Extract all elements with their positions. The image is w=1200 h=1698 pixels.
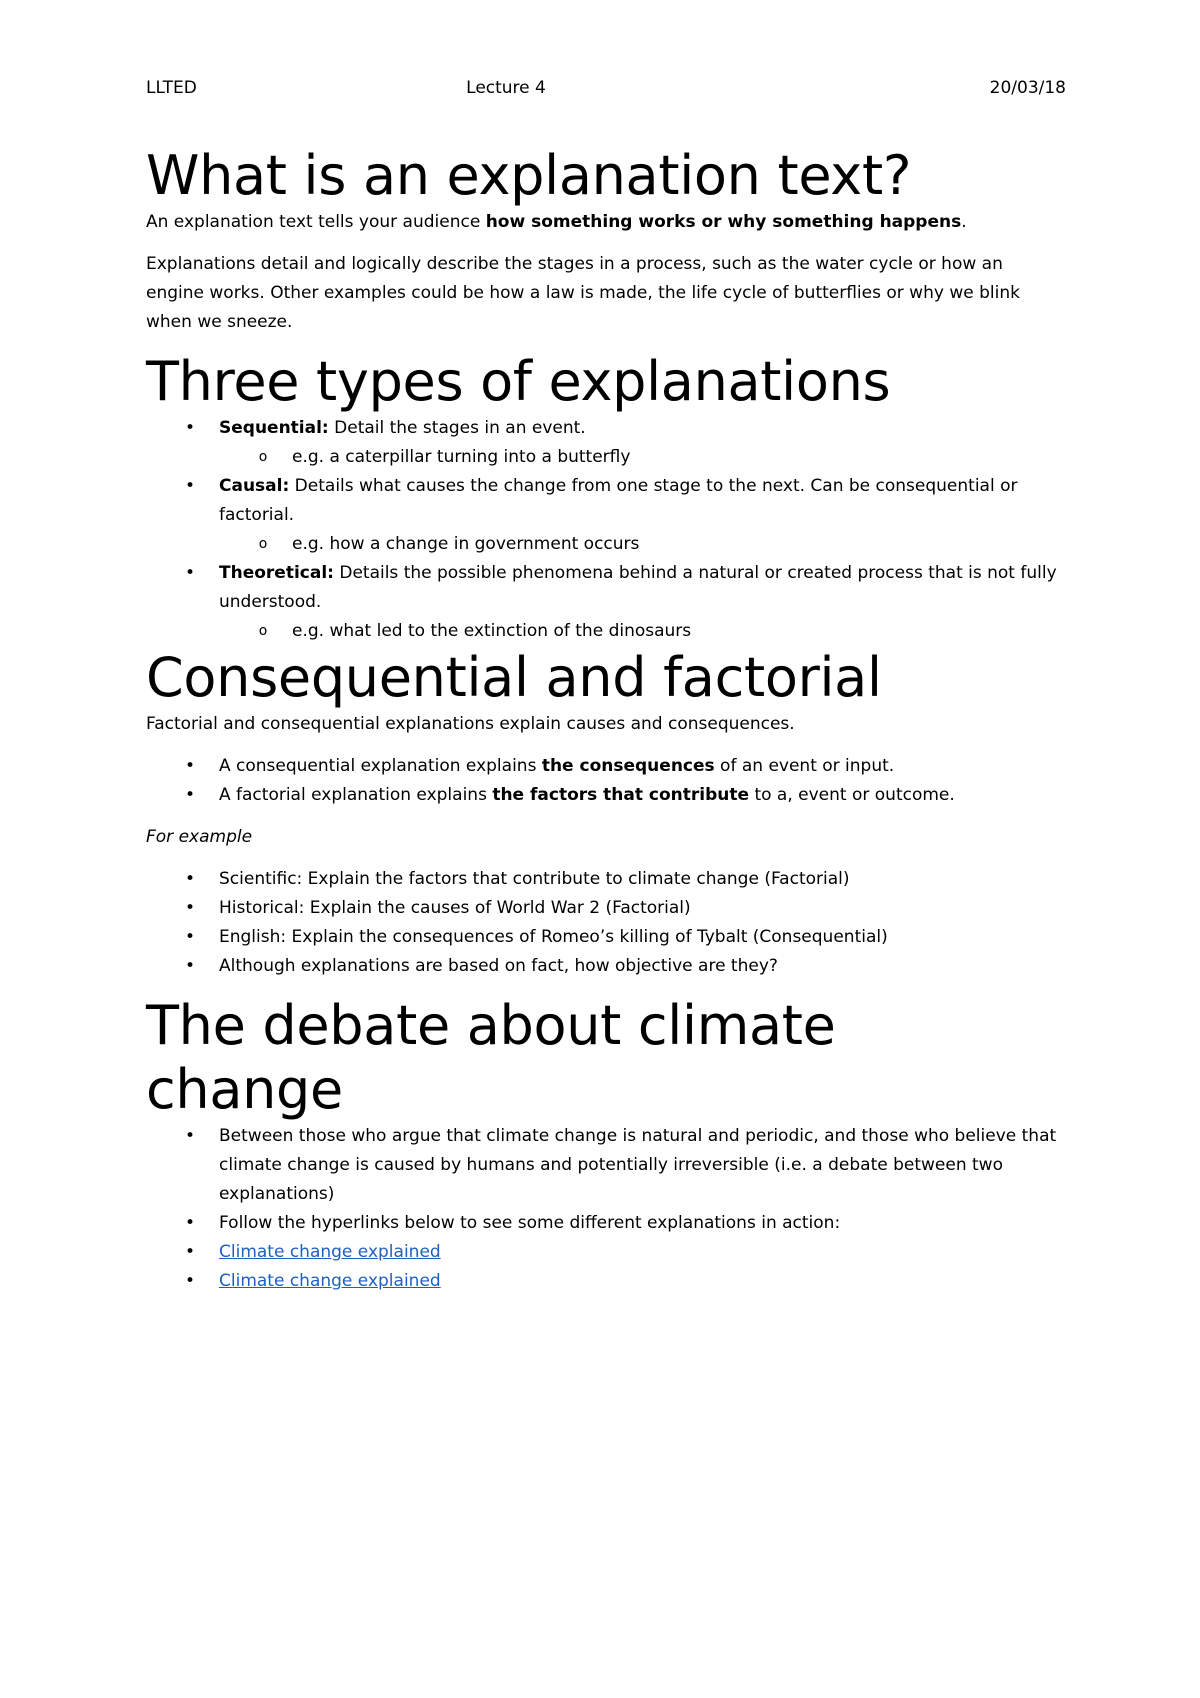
type-text: Details what causes the change from one stage to the next. Can be consequential or factorial. — [219, 476, 1018, 525]
bullet-icon: • — [184, 1126, 196, 1146]
for-example-label — [146, 823, 1066, 852]
intro-suffix: . — [961, 212, 967, 232]
intro-prefix: An explanation text tells your audience — [146, 212, 486, 232]
bullet-icon: • — [184, 927, 196, 947]
list-item-example — [146, 530, 1066, 559]
page-header — [146, 78, 1066, 102]
header-date: 20/03/18 — [989, 78, 1066, 98]
debate-list — [146, 1122, 1066, 1296]
bullet-icon: • — [184, 1213, 196, 1233]
heading-climate-debate: The debate about climate change — [146, 994, 836, 1121]
types-list — [146, 414, 1066, 646]
intro-paragraph — [146, 208, 1066, 237]
debate-text: Follow the hyperlinks below to see some different explanations in action: — [219, 1213, 841, 1233]
type-label: Causal: — [219, 476, 290, 496]
example-text: English: Explain the consequences of Romeo’s killing of Tybalt (Consequential) — [219, 927, 888, 947]
heading-three-types: Three types of explanations — [146, 350, 891, 413]
section3-intro: Factorial and consequential explanations explain causes and consequences. — [146, 714, 795, 734]
list-item — [146, 923, 1066, 952]
list-item-causal — [146, 472, 1066, 530]
sub-bullet-icon: o — [258, 449, 268, 465]
climate-change-link-1[interactable]: Climate change explained — [219, 1242, 441, 1262]
debate-text: Between those who argue that climate change is natural and periodic, and those who believe that climate change is caused by humans and potentially irreversible (i.e. a debate between two explanations) — [219, 1126, 1057, 1204]
item-bold: the consequences — [541, 756, 715, 776]
bullet-icon: • — [184, 476, 196, 496]
sub-bullet-icon: o — [258, 623, 268, 639]
example-text: e.g. a caterpillar turning into a butterfly — [292, 447, 631, 467]
sub-bullet-icon: o — [258, 536, 268, 552]
item-bold: the factors that contribute — [492, 785, 750, 805]
list-item-example — [146, 617, 1066, 646]
examples-paragraph: Explanations detail and logically describe the stages in a process, such as the water cycle or how an engine works. Other examples could be how a law is made, the life cycle of butterflies or why we blink when we sneeze. — [146, 254, 1020, 332]
list-item — [146, 752, 1066, 781]
type-label: Theoretical: — [219, 563, 334, 583]
list-item-sequential — [146, 414, 1066, 443]
bullet-icon: • — [184, 563, 196, 583]
list-item — [146, 894, 1066, 923]
list-item — [146, 952, 1066, 981]
climate-change-link-2[interactable]: Climate change explained — [219, 1271, 441, 1291]
bullet-icon: • — [184, 869, 196, 889]
example-text: e.g. how a change in government occurs — [292, 534, 640, 554]
item-suffix: to a, event or outcome. — [749, 785, 955, 805]
list-item-link — [146, 1238, 1066, 1267]
type-label: Sequential: — [219, 418, 329, 438]
intro-bold: how something works or why something happens — [485, 212, 962, 232]
example-text: Historical: Explain the causes of World War 2 (Factorial) — [219, 898, 691, 918]
type-text: Details the possible phenomena behind a natural or created process that is not fully understood. — [219, 563, 1057, 612]
type-text: Detail the stages in an event. — [328, 418, 586, 438]
example-text: e.g. what led to the extinction of the dinosaurs — [292, 621, 692, 641]
list-item-link — [146, 1267, 1066, 1296]
header-course-code: LLTED — [146, 78, 197, 98]
list-item — [146, 865, 1066, 894]
examples-list — [146, 865, 1066, 981]
document-body — [146, 144, 1066, 1296]
list-item-theoretical — [146, 559, 1066, 617]
bullet-icon: • — [184, 956, 196, 976]
list-item — [146, 1209, 1066, 1238]
heading-what-is-explanation: What is an explanation text? — [146, 144, 912, 207]
header-lecture: Lecture 4 — [466, 78, 546, 98]
bullet-icon: • — [184, 785, 196, 805]
for-example-text: For example — [146, 827, 253, 847]
item-suffix: of an event or input. — [714, 756, 895, 776]
item-prefix: A consequential explanation explains — [219, 756, 542, 776]
bullet-icon: • — [184, 1242, 196, 1262]
list-item — [146, 781, 1066, 810]
heading-consequential-factorial: Consequential and factorial — [146, 646, 882, 709]
list-item-example — [146, 443, 1066, 472]
item-prefix: A factorial explanation explains — [219, 785, 493, 805]
list-item — [146, 1122, 1066, 1209]
bullet-icon: • — [184, 898, 196, 918]
bullet-icon: • — [184, 756, 196, 776]
example-text: Although explanations are based on fact, how objective are they? — [219, 956, 778, 976]
bullet-icon: • — [184, 418, 196, 438]
explanations-list — [146, 752, 1066, 810]
example-text: Scientific: Explain the factors that contribute to climate change (Factorial) — [219, 869, 850, 889]
bullet-icon: • — [184, 1271, 196, 1291]
